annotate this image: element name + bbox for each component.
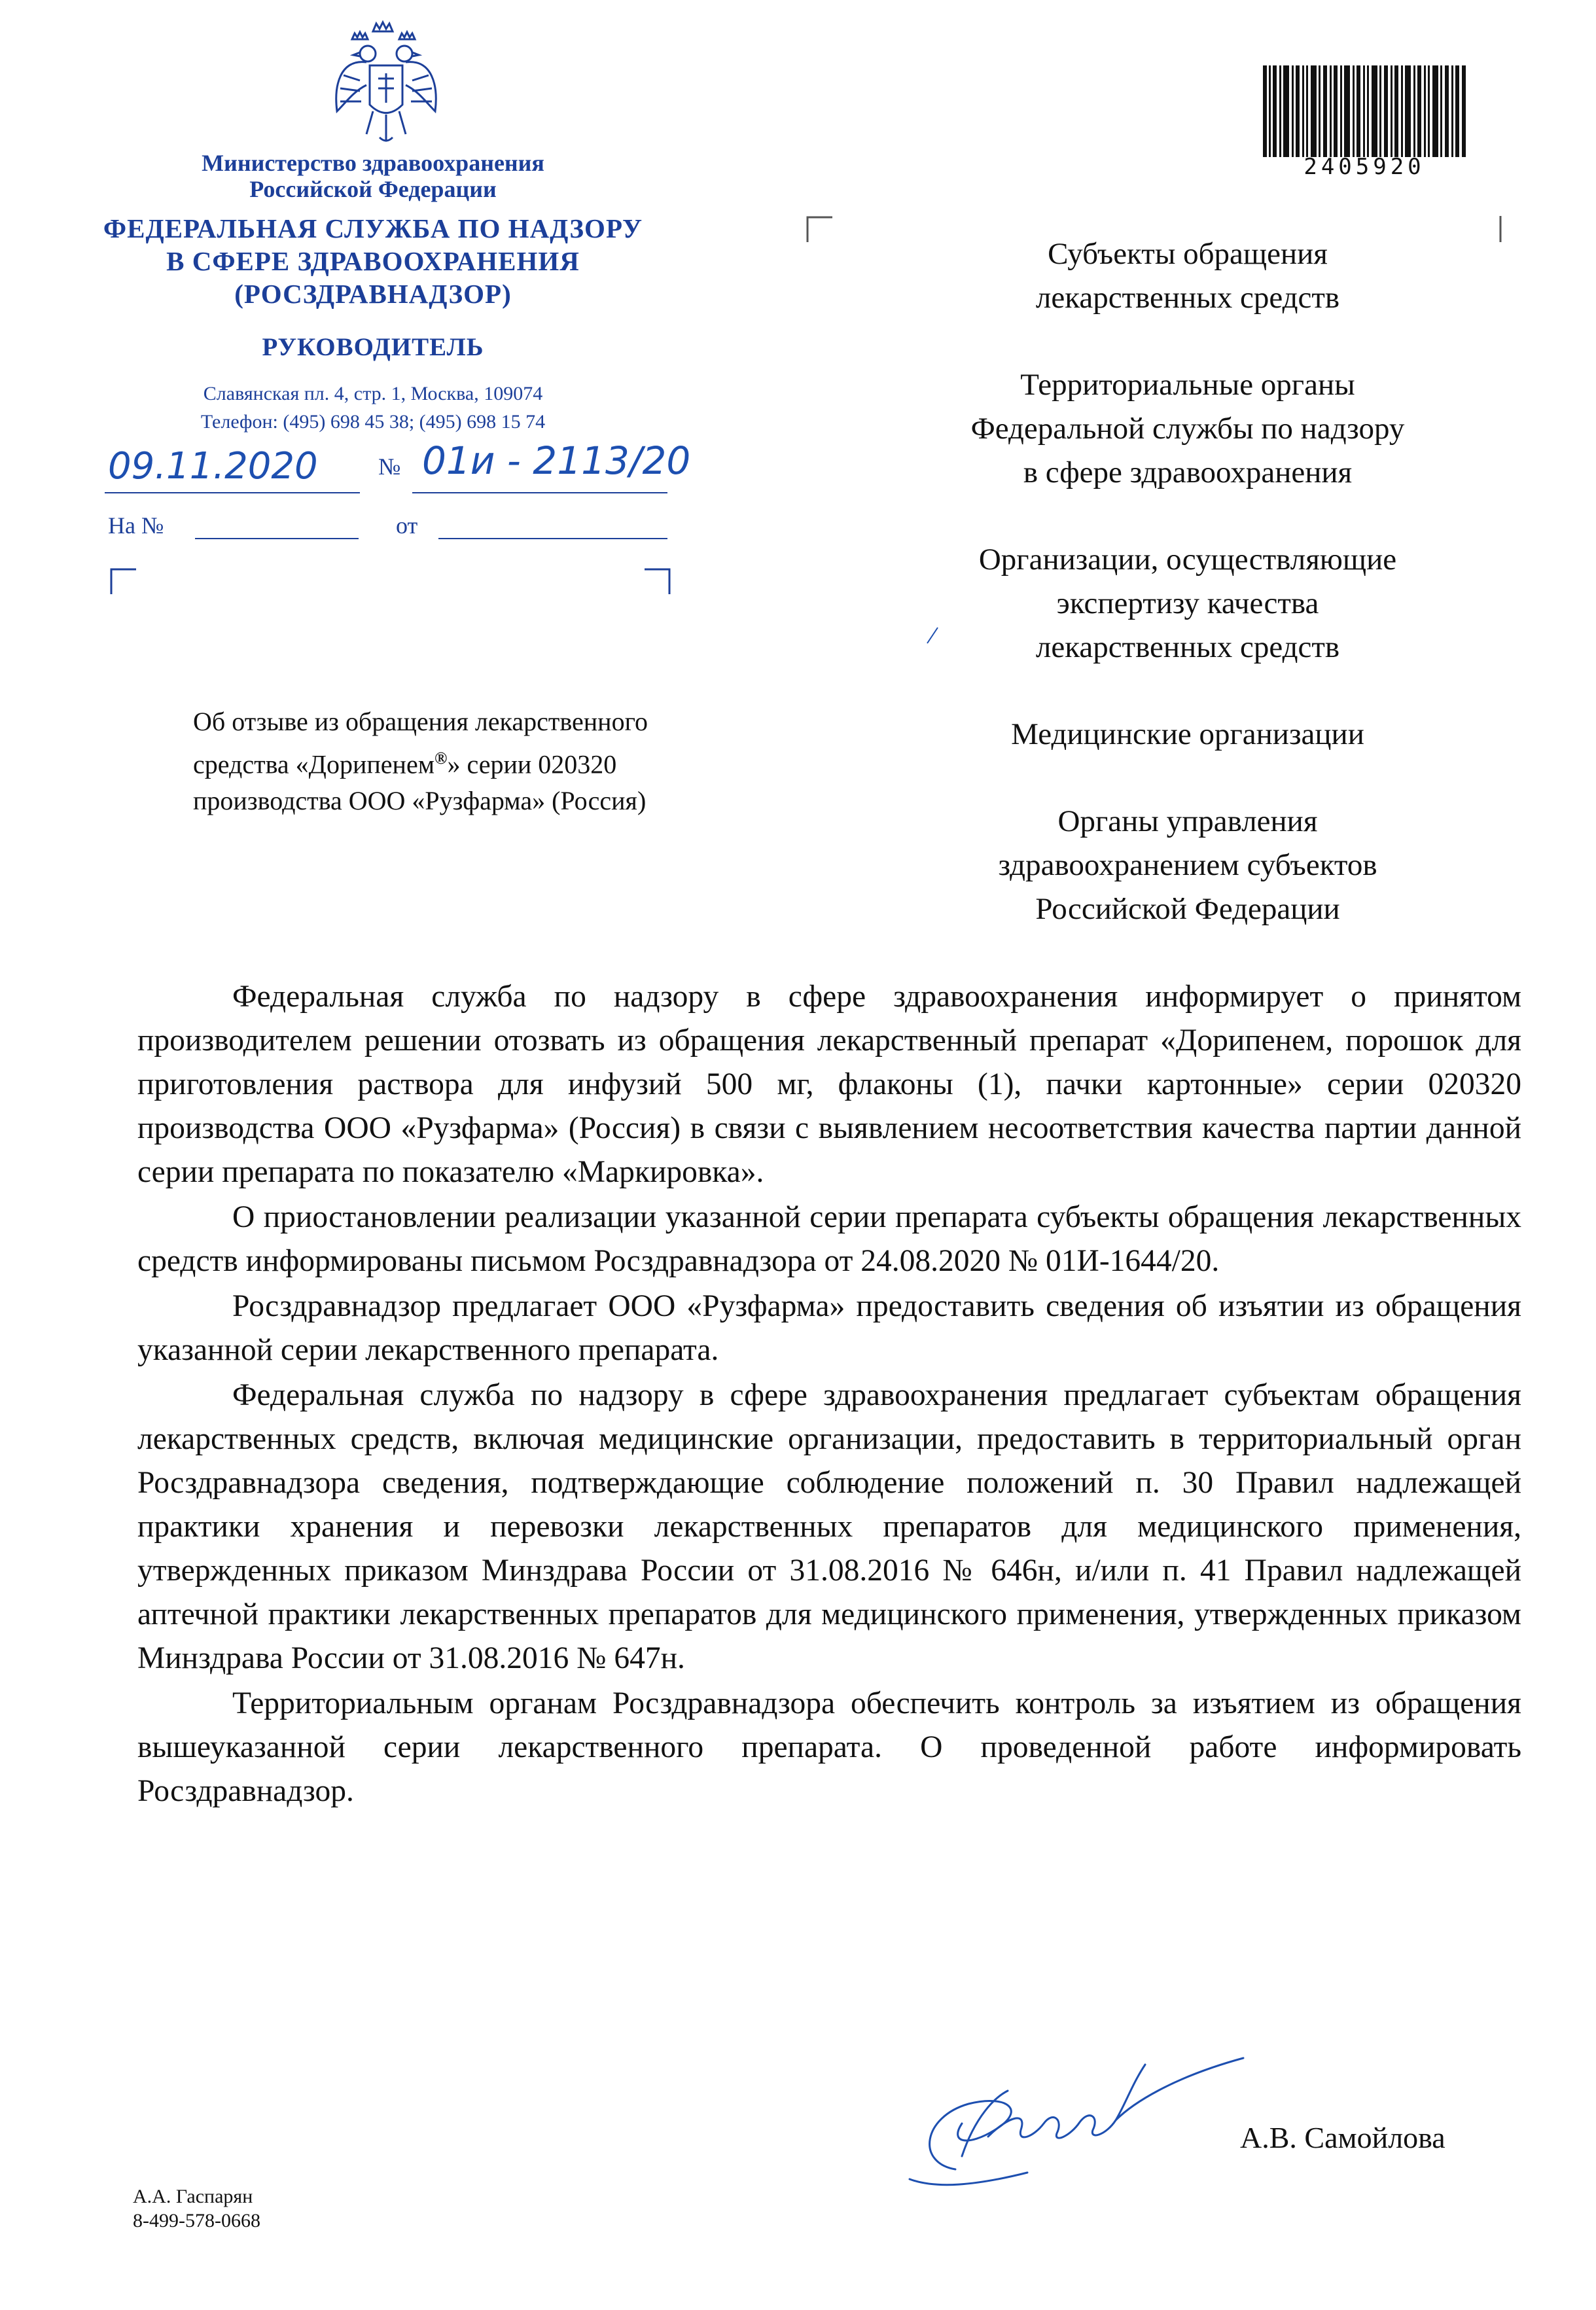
registered-mark: ® [434,749,448,768]
addressee-group [844,232,1531,320]
outgoing-date: 09.11.2020 [108,445,318,488]
postal-address: Славянская пл. 4, стр. 1, Москва, 109074 [203,383,543,404]
body-paragraph: О приостановлении реализации указанной серии препарата субъекты обращения лекарственных средств информированы письмом Росздравнадзора от 24.08.2020 № 01И-1644/20. [137,1200,1521,1278]
subject-line3: производства ООО «Рузфарма» (Россия) [193,786,647,816]
addressee-line: лекарственных средств [1035,630,1340,664]
date-underline [105,492,360,493]
addressee-line: Российской Федерации [1035,892,1340,926]
ministry-name-line2: Российской Федерации [249,176,497,202]
addressee-line: в сфере здравоохранения [1023,455,1353,489]
addressee-line: Медицинские организации [1011,717,1364,751]
addressee-line: лекарственных средств [1035,281,1340,315]
corner-bracket-icon [645,568,671,594]
signer-name: А.В. Самойлова [1240,2121,1445,2154]
letter-body [137,975,1521,1813]
body-paragraph: Территориальным органам Росздравнадзора обеспечить контроль за изъятием из обращения вышеуказанной серии лекарственного препарата. О проведенной работе информировать Росздравнадзор. [137,1686,1521,1808]
addressee-line: здравоохранением субъектов [998,848,1377,882]
addressee-group [844,800,1531,931]
ministry-name-line1: Министерство здравоохранения [202,150,544,176]
service-name-line2: В СФЕРЕ ЗДРАВООХРАНЕНИЯ [166,246,580,276]
corner-bracket-icon [806,216,832,242]
addressee-group [844,363,1531,495]
reply-to-label: На № [108,512,164,539]
addressee-line: Организации, осуществляющие [978,542,1397,577]
executor-phone: 8-499-578-0668 [133,2210,260,2231]
service-name-line1: ФЕДЕРАЛЬНАЯ СЛУЖБА ПО НАДЗОРУ [103,213,643,243]
barcode-icon [1263,65,1466,157]
subject-line2-tail: » серии 020320 [447,749,617,779]
body-paragraph: Федеральная служба по надзору в сфере здравоохранения информирует о принятом производителем решении отозвать из обращения лекарственный препарат «Дорипенем, порошок для приготовления раствора для инфузий 500 мг, флаконы (1), пачки картонные» серии 020320 производства ООО «Рузфарма» (Россия) в связи с выявлением несоответствия качества партии данной серии препарата по показателю «Маркировка». [137,980,1521,1189]
subject-line1: Об отзыве из обращения лекарственного [193,707,648,736]
number-sign: № [378,453,401,480]
subject-line2-text: средства «Дорипенем [193,749,435,779]
addressee-group [844,713,1531,756]
coat-of-arms-icon [327,13,445,151]
body-paragraph: Росздравнадзор предлагает ООО «Рузфарма» предоставить сведения об изъятии из обращения указанной серии лекарственного препарата. [137,1289,1521,1367]
executor-name: А.А. Гаспарян [133,2186,253,2207]
addressee-line: Субъекты обращения [1048,237,1328,271]
head-title: РУКОВОДИТЕЛЬ [262,333,484,361]
phone-numbers: Телефон: (495) 698 45 38; (495) 698 15 74 [200,411,546,433]
reply-date-line [438,538,667,539]
addressee-line: Территориальные органы [1020,368,1355,402]
addressee-line: Федеральной службы по надзору [970,412,1405,446]
body-paragraph: Федеральная служба по надзору в сфере здравоохранения предлагает субъектам обращения лекарственных средств, включая медицинские организации, предоставить в территориальный орган Росздравнадзора сведения, подтверждающие соблюдение положений п. 30 Правил надлежащей практики хранения и перевозки лекарственных препаратов для медицинского применения, утвержденных приказом Минздрава России от 31.08.2016 № 646н, и/или п. 41 Правил надлежащей аптечной практики лекарственных препаратов для медицинского применения, утвержденных приказом Минздрава России от 31.08.2016 № 647н. [137,1378,1521,1675]
letter-subject [193,703,782,819]
subject-line2 [193,740,782,783]
number-underline [412,492,667,493]
handwritten-signature-icon [896,2038,1263,2202]
addressee-list [844,232,1531,931]
service-name-line3: (РОСЗДРАВНАДЗОР) [234,279,512,309]
reply-from-label: от [396,512,418,539]
outgoing-number: 01и - 2113/20 [422,438,691,483]
reply-number-line [195,538,359,539]
addressee-line: Органы управления [1057,804,1318,838]
addressee-group [844,538,1531,669]
barcode-number: 2405920 [1303,154,1425,180]
addressee-line: экспертизу качества [1056,586,1319,620]
corner-bracket-icon [110,568,136,594]
